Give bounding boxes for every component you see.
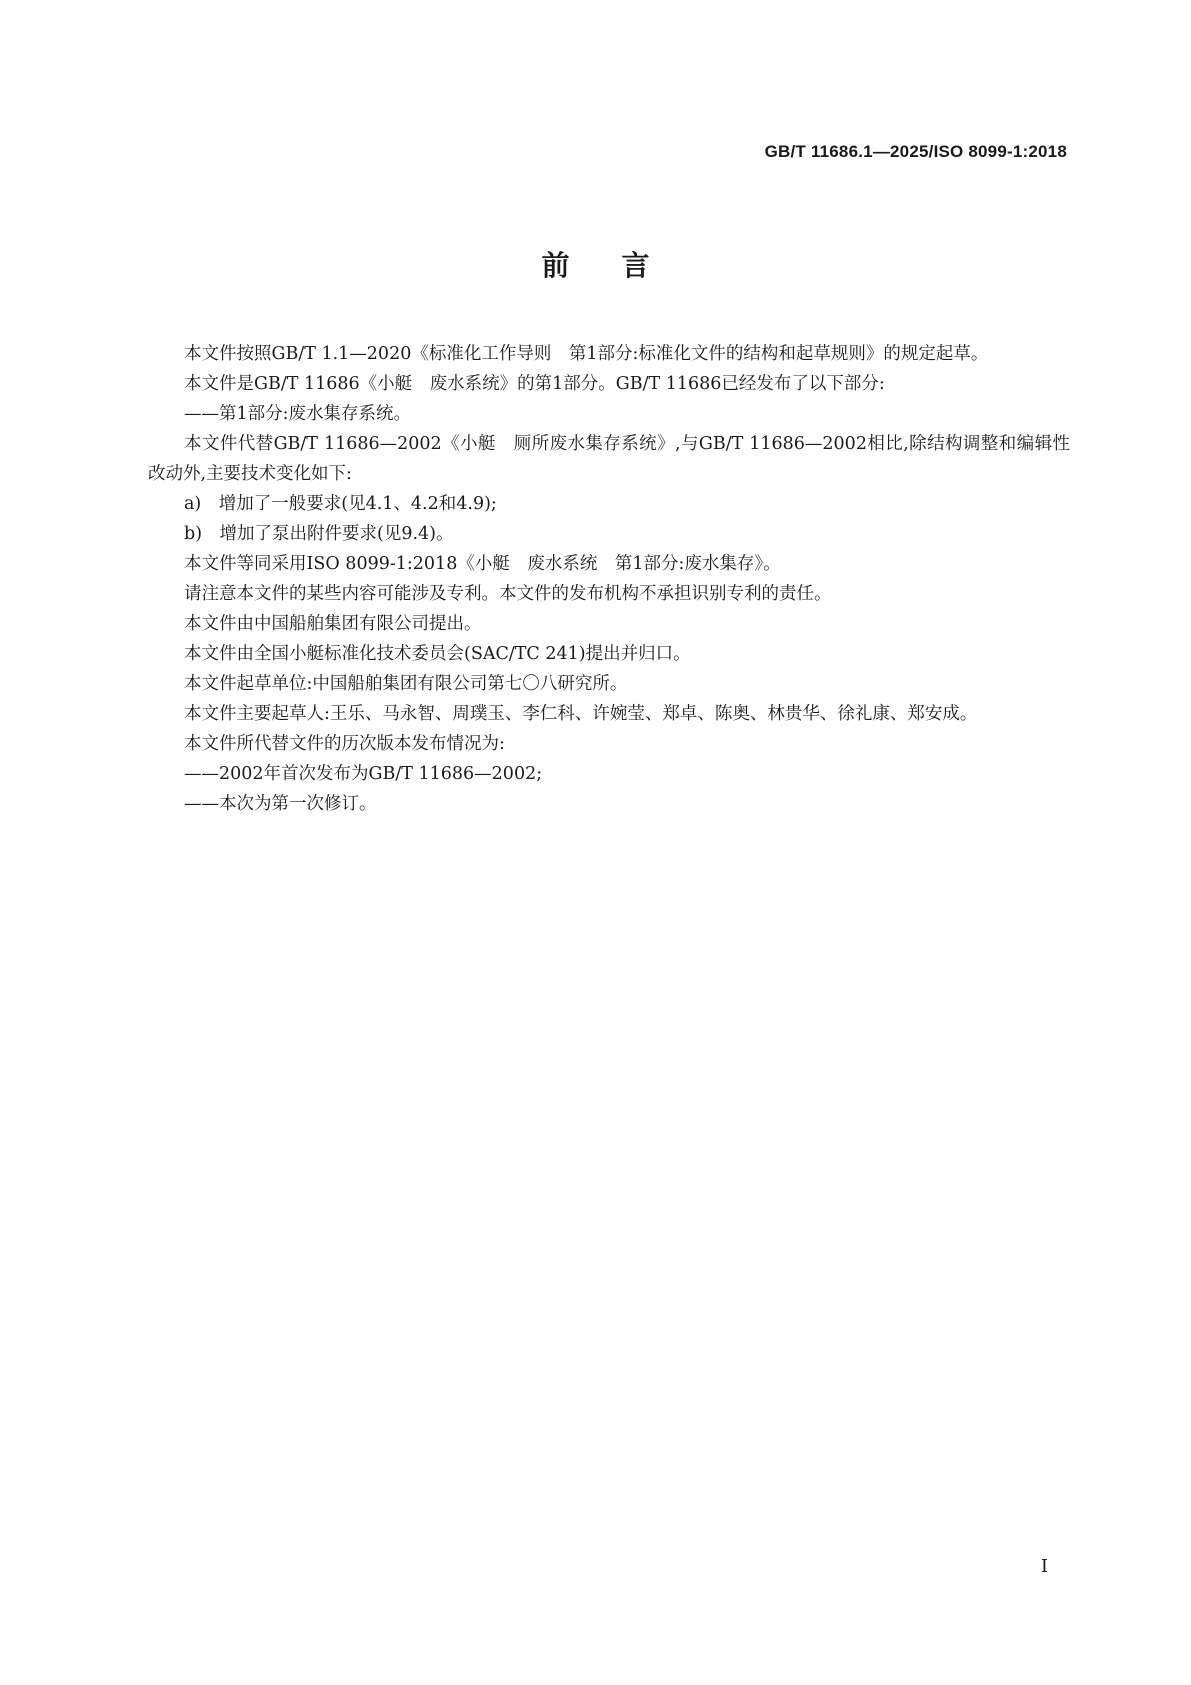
paragraph: 本文件由中国船舶集团有限公司提出。 [184, 614, 482, 634]
list-item: a) 增加了一般要求(见4.1、4.2和4.9); [184, 494, 497, 514]
paragraph: 本文件所代替文件的历次版本发布情况为: [184, 734, 505, 754]
paragraph: 本文件是GB/T 11686《小艇 废水系统》的第1部分。GB/T 11686已经发布了以下部分: [184, 374, 885, 394]
list-item: b) 增加了泵出附件要求(见9.4)。 [184, 524, 454, 544]
paragraph: 本文件主要起草人:王乐、马永智、周璞玉、李仁科、许婉莹、郑卓、陈奥、林贵华、徐礼康、郑安成。 [184, 704, 978, 724]
standard-code: GB/T 11686.1—2025/ISO 8099-1:2018 [764, 142, 1067, 161]
page-number: I [1040, 1556, 1048, 1577]
page-title: 前言 [541, 249, 702, 282]
paragraph: 本文件等同采用ISO 8099-1:2018《小艇 废水系统 第1部分:废水集存》。 [184, 554, 781, 574]
paragraph: 本文件按照GB/T 1.1—2020《标准化工作导则 第1部分:标准化文件的结构和起草规则》的规定起草。 [184, 344, 989, 364]
paragraph: 本文件由全国小艇标准化技术委员会(SAC/TC 241)提出并归口。 [184, 644, 691, 664]
paragraph: 请注意本文件的某些内容可能涉及专利。本文件的发布机构不承担识别专利的责任。 [184, 584, 832, 604]
foreword-body [148, 339, 1070, 819]
list-item: ——第1部分:废水集存系统。 [184, 404, 412, 424]
paragraph: 本文件起草单位:中国船舶集团有限公司第七〇八研究所。 [184, 674, 628, 694]
list-item: ——2002年首次发布为GB/T 11686—2002; [184, 764, 543, 784]
list-item: ——本次为第一次修订。 [184, 794, 377, 814]
paragraph: 本文件代替GB/T 11686—2002《小艇 厕所废水集存系统》,与GB/T 11686—2002相比,除结构调整和编辑性改动外,主要技术变化如下: [148, 434, 1070, 484]
